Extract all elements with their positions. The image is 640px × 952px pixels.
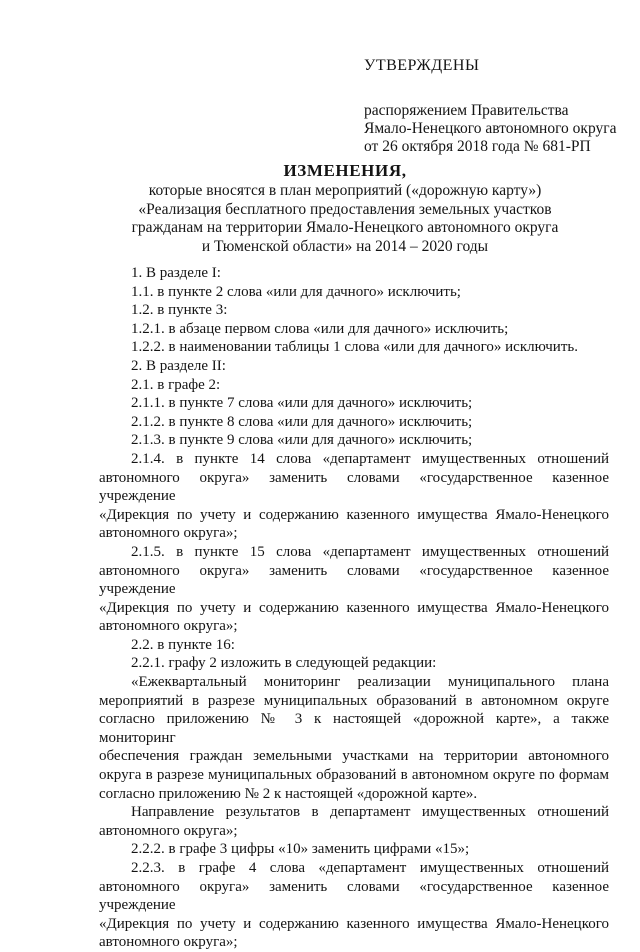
body-line: мероприятий в разрезе муниципальных образований в автономном округе [99, 692, 609, 709]
body-line: автономного округа»; [99, 934, 238, 951]
body-line: 2.1.5. в пункте 15 слова «департамент имущественных отношений [131, 543, 609, 560]
body-line: автономного округа»; [99, 525, 238, 542]
body-line: 1.2.2. в наименовании таблицы 1 слова «или для дачного» исключить. [131, 339, 578, 356]
approval-line: распоряжением Правительства [364, 102, 569, 119]
body-line: согласно приложению № 2 к настоящей «дорожной карте». [99, 785, 478, 802]
body-line: согласно приложению № 3 к настоящей «дорожной карте», а также мониторинг [99, 711, 609, 746]
approval-details [364, 102, 624, 156]
body-line: автономного округа»; [99, 822, 238, 839]
body-line: «Ежеквартальный мониторинг реализации муниципального плана [131, 674, 609, 691]
body-line: 2.1.1. в пункте 7 слова «или для дачного» исключить; [131, 395, 473, 412]
body-line: Направление результатов в департамент имущественных отношений [131, 804, 609, 821]
body-line: «Дирекция по учету и содержанию казенного имущества Ямало-Ненецкого [99, 506, 609, 523]
approval-line: Ямало-Ненецкого автономного округа [364, 120, 617, 137]
body-line: 1. В разделе I: [131, 265, 221, 281]
body-line: 1.2.1. в абзаце первом слова «или для дачного» исключить; [131, 320, 509, 337]
body-line: автономного округа» заменить словами «государственное казенное учреждение [99, 469, 609, 505]
body-line: автономного округа» заменить словами «государственное казенное учреждение [99, 878, 609, 914]
heading-title: ИЗМЕНЕНИЯ, [283, 161, 407, 180]
body-line: 2.2.2. в графе 3 цифры «10» заменить цифрами «15»; [131, 841, 470, 858]
body-line: 1.2. в пункте 3: [131, 302, 228, 319]
body-line: 2.1.4. в пункте 14 слова «департамент имущественных отношений [131, 450, 609, 467]
approval-title: УТВЕРЖДЕНЫ [364, 57, 480, 74]
body-line: 2.1.3. в пункте 9 слова «или для дачного» исключить; [131, 432, 473, 449]
body-line: округа в разрезе муниципальных образований в автономном округе по формам [99, 767, 609, 784]
body-line: 1.1. в пункте 2 слова «или для дачного» исключить; [131, 283, 461, 300]
body-line: 2. В разделе II: [131, 357, 226, 374]
approval-block [364, 56, 624, 156]
approval-line: от 26 октября 2018 года № 681-РП [364, 138, 591, 155]
body-line: обеспечения граждан земельными участками на территории автономного [99, 748, 609, 765]
body-line: 2.1.2. в пункте 8 слова «или для дачного» исключить; [131, 413, 473, 430]
heading-line: которые вносятся в план мероприятий («дорожную карту») [148, 182, 542, 199]
body-line: «Дирекция по учету и содержанию казенного имущества Ямало-Ненецкого [99, 915, 609, 932]
heading-line: и Тюменской области» на 2014 – 2020 годы [201, 237, 489, 255]
body-line: «Дирекция по учету и содержанию казенного имущества Ямало-Ненецкого [99, 599, 609, 616]
body-line: 2.2.3. в графе 4 слова «департамент имущественных отношений [131, 860, 609, 876]
body-line: 2.2.1. графу 2 изложить в следующей редакции: [131, 655, 437, 672]
heading-line: гражданам на территории Ямало-Ненецкого автономного округа [131, 219, 559, 236]
document-heading [90, 160, 600, 256]
document-body [99, 264, 609, 952]
body-line: автономного округа» заменить словами «государственное казенное учреждение [99, 562, 609, 598]
body-line: 2.1. в графе 2: [131, 376, 221, 393]
body-line: автономного округа»; [99, 618, 238, 635]
heading-line: «Реализация бесплатного предоставления земельных участков [138, 200, 552, 218]
body-line: 2.2. в пункте 16: [131, 636, 235, 653]
